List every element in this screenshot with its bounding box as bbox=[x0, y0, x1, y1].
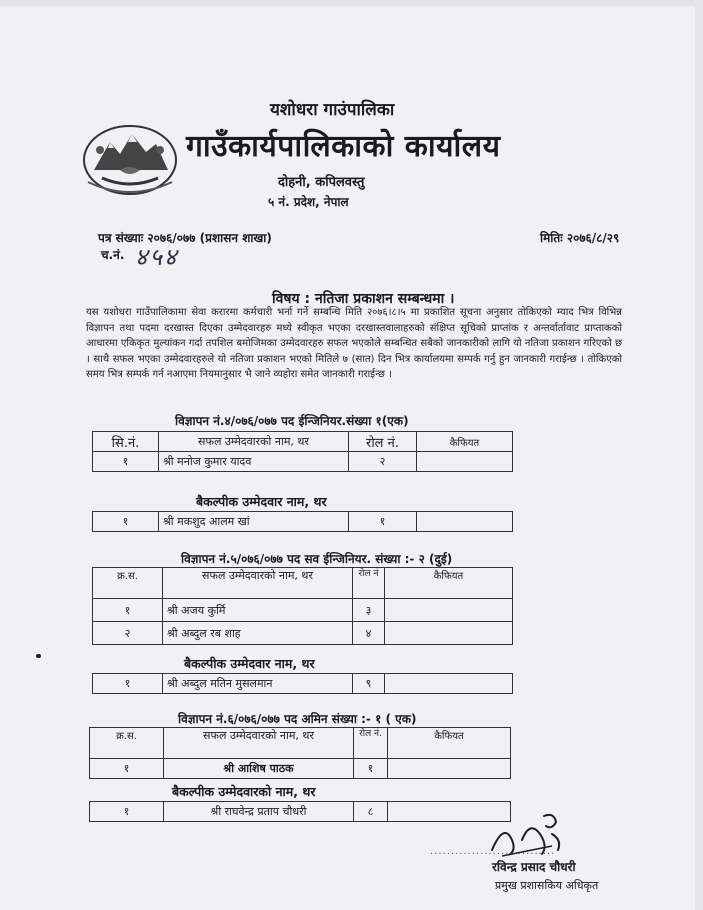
scan-edge-top bbox=[0, 0, 703, 6]
alternate-table bbox=[89, 801, 511, 822]
table-row bbox=[93, 512, 513, 532]
name-cell: श्री अब्दुल रब शाह bbox=[163, 622, 353, 645]
alternate-table bbox=[92, 673, 513, 694]
remarks-cell bbox=[417, 452, 513, 472]
column-header: क्र.स. bbox=[93, 568, 163, 599]
table-header-row bbox=[93, 432, 513, 452]
column-header: सि.नं. bbox=[93, 432, 159, 452]
table-row bbox=[93, 599, 513, 622]
name-cell: श्री मकशुद आलम खां bbox=[159, 512, 349, 532]
section-caption: विज्ञापन नं.६/०७६/०७७ पद अमिन संख्या :- १ ( एक) bbox=[178, 712, 417, 726]
roll-cell: १ bbox=[354, 759, 388, 779]
column-header: रोल नं. bbox=[354, 728, 388, 759]
dispatch-label: च.नं. bbox=[101, 248, 125, 262]
name-cell: श्री अब्दुल मतिन मुसलमान bbox=[163, 674, 353, 694]
serial-cell: १ bbox=[93, 674, 163, 694]
column-header: कैफियत bbox=[388, 728, 511, 759]
alternate-caption: बैकल्पीक उम्मेदवारको नाम, थर bbox=[172, 784, 316, 799]
serial-cell: १ bbox=[93, 452, 159, 472]
nepal-emblem-icon bbox=[80, 120, 180, 198]
serial-cell: १ bbox=[90, 802, 164, 822]
name-cell: श्री अजय कुर्मि bbox=[163, 599, 353, 622]
serial-cell: १ bbox=[93, 512, 159, 532]
alternate-caption: बैकल्पीक उम्मेदवार नाम, थर bbox=[184, 656, 315, 671]
serial-cell: १ bbox=[93, 599, 163, 622]
roll-cell: ८ bbox=[354, 802, 388, 822]
letter-number: पत्र संख्याः २०७६/०७७ (प्रशासन शाखा) bbox=[98, 231, 272, 245]
table-row bbox=[93, 452, 513, 472]
column-header: रोल नं. bbox=[349, 432, 417, 452]
table-row bbox=[90, 759, 511, 779]
column-header: क्र.स. bbox=[90, 728, 164, 759]
results-table bbox=[92, 567, 513, 645]
notice-body: यस यशोधरा गाउँपालिकामा सेवा करारमा कर्मचारी भर्ना गर्ने सम्बन्धि मिति २०७६।८।५ मा प्रकाशित सूचना अनुसार तोकिएको म्याद भित्र विभिन्न विज्ञापन तथा पदमा दरखास्त दिएका उम्मेदवारहरु मध्ये स्वीकृत भएका दरखास्तवालाहरुको संक्षिप्त सूचिको प्राप्तांक र अन्तर्वार्तावाट प्राप्ताकको आधारमा एकिकृत मुल्यांकन गर्दा तपशिल बमोजिमका उम्मेदवारहरु सफल भएकोले सम्बन्धित सबैको जानकारीको लागि यो नतिजा प्रकाशन गरिएको छ । साथै सफल भएका उम्मेदवारहरुले यो नतिजा प्रकाशन भएको मितिले ७ (सात) दिन भित्र कार्यालयमा सम्पर्क गर्नु हुन जानकारी गराईन्छ । तोकिएको समय भित्र सम्पर्क गर्न नआएमा नियमानुसार भै जाने व्यहोरा समेत जानकारी गराईन्छ । bbox=[86, 307, 622, 380]
dispatch-number: ४५४ bbox=[135, 243, 179, 271]
column-header: कैफियत bbox=[385, 568, 513, 599]
table-header-row bbox=[93, 568, 513, 599]
table-row bbox=[90, 802, 511, 822]
roll-cell: ९ bbox=[353, 674, 385, 694]
municipality-name: यशोधरा गाउंपालिका bbox=[270, 100, 395, 120]
roll-cell: २ bbox=[349, 452, 417, 472]
section-caption: विज्ञापन नं.४/०७६/०७७ पद ईन्जिनियर.संख्या १(एक) bbox=[175, 414, 409, 428]
name-cell: श्री राघवेन्द्र प्रताप चौधरी bbox=[164, 802, 354, 822]
subject-line: विषय : नतिजा प्रकाशन सम्बन्धमा । bbox=[272, 291, 455, 307]
roll-cell: १ bbox=[349, 512, 417, 532]
remarks-cell bbox=[385, 622, 513, 645]
signer-title: प्रमुख प्रशासकिय अधिकृत bbox=[495, 879, 599, 892]
remarks-cell bbox=[385, 599, 513, 622]
alternate-table bbox=[92, 511, 513, 532]
column-header: सफल उम्मेदवारको नाम, थर bbox=[159, 432, 349, 452]
column-header: कैफियत bbox=[417, 432, 513, 452]
name-cell: श्री मनोज कुमार यादव bbox=[159, 452, 349, 472]
remarks-cell bbox=[385, 674, 513, 694]
signer-name: रविन्द्र प्रसाद चौधरी bbox=[492, 860, 576, 874]
scan-edge-right bbox=[695, 0, 703, 910]
roll-cell: ४ bbox=[353, 622, 385, 645]
roll-cell: ३ bbox=[353, 599, 385, 622]
serial-cell: १ bbox=[90, 759, 164, 779]
column-header: सफल उम्मेदवारको नाम, थर bbox=[163, 568, 353, 599]
alternate-caption: बैकल्पीक उम्मेदवार नाम, थर bbox=[196, 494, 327, 509]
remarks-cell bbox=[388, 759, 511, 779]
column-header: सफल उम्मेदवारको नाम, थर bbox=[164, 728, 354, 759]
name-cell: श्री आशिष पाठक bbox=[164, 759, 354, 779]
letter-date: मितिः २०७६/८/२९ bbox=[540, 231, 620, 245]
results-table bbox=[89, 727, 511, 779]
remarks-cell bbox=[417, 512, 513, 532]
address-line-1: दोहनी, कपिलवस्तु bbox=[278, 175, 365, 190]
serial-cell: २ bbox=[93, 622, 163, 645]
table-header-row bbox=[90, 728, 511, 759]
office-title: गाउँकार्यपालिकाको कार्यालय bbox=[186, 129, 501, 164]
table-row bbox=[93, 622, 513, 645]
signature-line: .............................. bbox=[430, 846, 556, 857]
column-header: रोल नं bbox=[353, 568, 385, 599]
table-row bbox=[93, 674, 513, 694]
scan-speck bbox=[36, 654, 41, 658]
section-caption: विज्ञापन नं.५/०७६/०७७ पद सव ईन्जिनियर. संख्या :- २ (दुई) bbox=[181, 552, 453, 566]
results-table bbox=[92, 431, 513, 472]
address-line-2: ५ नं. प्रदेश, नेपाल bbox=[268, 195, 349, 209]
